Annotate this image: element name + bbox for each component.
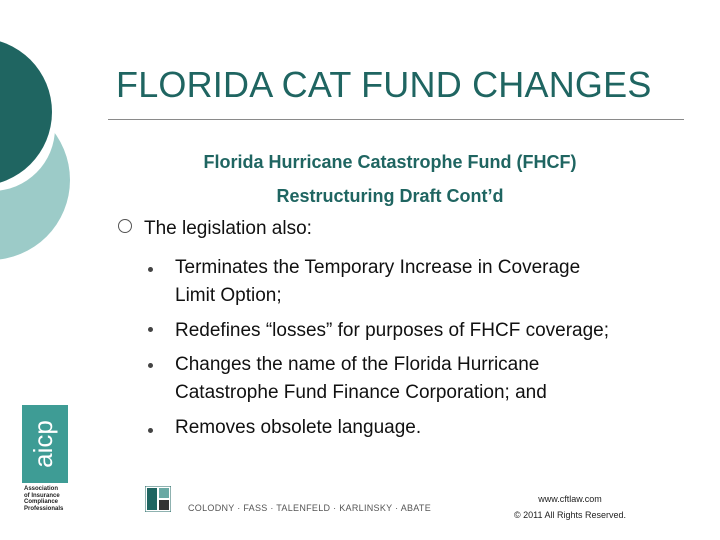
bullet-dot-icon — [148, 428, 153, 433]
firm-name: COLODNY · FASS · TALENFELD · KARLINSKY · ABATE — [188, 503, 432, 513]
list-item-line: Removes obsolete language. — [175, 417, 422, 438]
list-item — [175, 351, 695, 407]
aicp-logo-letters — [22, 405, 68, 483]
caption-line: Association — [24, 486, 59, 492]
svg-text:aicp: aicp — [27, 420, 58, 468]
firm-logo-icon — [145, 486, 171, 512]
list-item — [175, 414, 695, 442]
bullet-dot-icon — [148, 267, 153, 272]
caption-line: of Insurance — [24, 492, 60, 499]
footer-copyright: © 2011 All Rights Reserved. — [513, 510, 627, 520]
list-item-line: Changes the name of the Florida Hurricane — [175, 354, 540, 375]
bullet-dot-icon — [148, 363, 153, 368]
list-item-line: Limit Option; — [175, 285, 282, 306]
list-item-line: Terminates the Temporary Increase in Coverage — [175, 257, 581, 278]
intro-text: The legislation also: — [144, 218, 312, 239]
caption-line: Professionals — [24, 505, 64, 512]
list-item-line: Catastrophe Fund Finance Corporation; and — [175, 382, 547, 403]
list-item — [175, 317, 695, 345]
footer-url[interactable]: www.cftlaw.com — [538, 494, 602, 504]
hollow-bullet-icon — [118, 219, 132, 233]
bullet-dot-icon — [148, 327, 153, 332]
subtitle-line-2: Restructuring Draft Cont’d — [276, 186, 504, 206]
list-item — [175, 254, 695, 310]
aicp-caption — [24, 486, 63, 512]
title-divider — [108, 119, 684, 120]
subtitle-line-1: Florida Hurricane Catastrophe Fund (FHCF) — [203, 152, 577, 172]
slide-title: FLORIDA CAT FUND CHANGES — [116, 64, 652, 105]
caption-line: Compliance — [24, 499, 59, 505]
decorative-circles — [0, 0, 90, 300]
list-item-line: Redefines “losses” for purposes of FHCF coverage; — [175, 320, 610, 341]
